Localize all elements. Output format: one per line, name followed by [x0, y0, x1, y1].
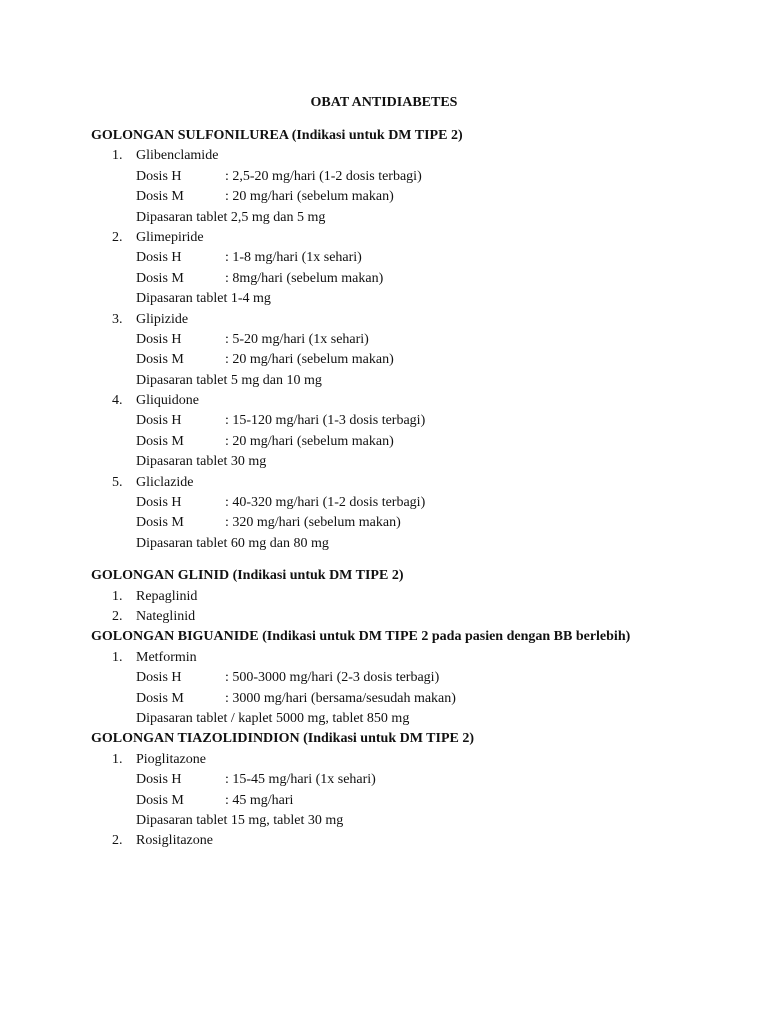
dose-h-label: Dosis H: [136, 495, 182, 511]
tablet-availability: Dipasaran tablet 60 mg dan 80 mg: [136, 535, 329, 551]
dose-m-line: [91, 432, 751, 452]
drug-item: [91, 831, 751, 851]
dose-h-line: [91, 770, 751, 790]
tablet-availability: Dipasaran tablet 30 mg: [136, 454, 267, 470]
dose-m-line: [91, 187, 751, 207]
dose-h-value: : 1-8 mg/hari (1x sehari): [225, 250, 362, 266]
drug-name: Gliquidone: [136, 393, 199, 409]
group-heading: GOLONGAN SULFONILUREA (Indikasi untuk DM TIPE 2): [91, 128, 463, 143]
document-title: OBAT ANTIDIABETES: [310, 95, 458, 110]
tablet-availability: Dipasaran tablet 5 mg dan 10 mg: [136, 372, 322, 388]
drug-name-line: [91, 310, 751, 330]
tablet-availability: Dipasaran tablet / kaplet 5000 mg, tablet 850 mg: [136, 710, 410, 726]
drug-number: 4.: [112, 393, 123, 409]
tablet-availability: Dipasaran tablet 1-4 mg: [136, 291, 271, 307]
dose-h-value: : 40-320 mg/hari (1-2 dosis terbagi): [225, 495, 426, 511]
drug-item: [91, 473, 751, 555]
group-heading: GOLONGAN TIAZOLIDINDION (Indikasi untuk DM TIPE 2): [91, 731, 475, 747]
drug-name: Metformin: [136, 649, 197, 665]
drug-name: Pioglitazone: [136, 751, 206, 767]
dose-h-line: [91, 248, 751, 268]
drug-number: 2.: [112, 833, 123, 849]
drug-item: [91, 587, 751, 607]
tablet-availability-line: [91, 371, 751, 391]
dose-h-line: [91, 493, 751, 513]
drug-number: 1.: [112, 649, 123, 665]
dose-m-line: [91, 689, 751, 709]
dose-h-line: [91, 330, 751, 350]
tablet-availability-line: [91, 534, 751, 554]
drug-name: Nateglinid: [136, 608, 196, 624]
drug-name-line: [91, 587, 751, 607]
tablet-availability-line: [91, 811, 751, 831]
drug-list: [91, 750, 751, 852]
drug-name-line: [91, 473, 751, 493]
drug-item: [91, 648, 751, 730]
dose-h-value: : 2,5-20 mg/hari (1-2 dosis terbagi): [225, 168, 422, 184]
document-body: [91, 126, 751, 852]
drug-item: [91, 310, 751, 392]
drug-number: 3.: [112, 311, 123, 327]
drug-number: 1.: [112, 751, 123, 767]
drug-list: [91, 587, 751, 628]
drug-name: Glipizide: [136, 311, 189, 327]
drug-number: 1.: [112, 588, 123, 604]
dose-m-label: Dosis M: [136, 352, 184, 368]
drug-group: [91, 566, 751, 627]
drug-name-line: [91, 146, 751, 166]
drug-number: 2.: [112, 608, 123, 624]
drug-item: [91, 146, 751, 228]
dose-h-value: : 15-45 mg/hari (1x sehari): [225, 772, 376, 788]
dose-m-line: [91, 513, 751, 533]
paragraph-spacer: [91, 554, 751, 566]
dose-m-line: [91, 269, 751, 289]
tablet-availability-line: [91, 709, 751, 729]
dose-m-value: : 20 mg/hari (sebelum makan): [225, 189, 394, 205]
drug-name-line: [91, 648, 751, 668]
dose-m-value: : 20 mg/hari (sebelum makan): [225, 352, 394, 368]
dose-h-line: [91, 668, 751, 688]
tablet-availability-line: [91, 452, 751, 472]
tablet-availability-line: [91, 289, 751, 309]
dose-m-line: [91, 791, 751, 811]
dose-h-label: Dosis H: [136, 670, 182, 686]
dose-m-value: : 320 mg/hari (sebelum makan): [225, 515, 401, 531]
dose-m-label: Dosis M: [136, 792, 184, 808]
dose-h-label: Dosis H: [136, 168, 182, 184]
tablet-availability: Dipasaran tablet 15 mg, tablet 30 mg: [136, 812, 344, 828]
dose-h-line: [91, 167, 751, 187]
dose-m-value: : 3000 mg/hari (bersama/sesudah makan): [225, 690, 456, 706]
drug-name: Repaglinid: [136, 588, 198, 604]
dose-h-label: Dosis H: [136, 250, 182, 266]
drug-item: [91, 228, 751, 310]
dose-h-label: Dosis H: [136, 413, 182, 429]
drug-list: [91, 648, 751, 730]
dose-h-value: : 5-20 mg/hari (1x sehari): [225, 331, 369, 347]
drug-number: 1.: [112, 148, 123, 164]
drug-group: [91, 729, 751, 851]
dose-m-label: Dosis M: [136, 270, 184, 286]
dose-m-value: : 20 mg/hari (sebelum makan): [225, 433, 394, 449]
dose-m-value: : 8mg/hari (sebelum makan): [225, 270, 384, 286]
dose-h-line: [91, 411, 751, 431]
drug-name-line: [91, 391, 751, 411]
drug-name-line: [91, 831, 751, 851]
drug-number: 5.: [112, 474, 123, 490]
drug-name: Glibenclamide: [136, 148, 219, 164]
drug-name-line: [91, 228, 751, 248]
drug-name-line: [91, 607, 751, 627]
drug-number: 2.: [112, 229, 123, 245]
group-heading: GOLONGAN GLINID (Indikasi untuk DM TIPE 2): [91, 568, 404, 584]
drug-list: [91, 146, 751, 554]
dose-m-value: : 45 mg/hari: [225, 792, 294, 808]
drug-name: Glimepiride: [136, 229, 204, 245]
drug-name-line: [91, 750, 751, 770]
dose-m-label: Dosis M: [136, 433, 184, 449]
drug-item: [91, 391, 751, 473]
tablet-availability-line: [91, 208, 751, 228]
dose-m-label: Dosis M: [136, 189, 184, 205]
dose-m-line: [91, 350, 751, 370]
dose-h-value: : 15-120 mg/hari (1-3 dosis terbagi): [225, 413, 426, 429]
dose-m-label: Dosis M: [136, 690, 184, 706]
drug-name: Rosiglitazone: [136, 833, 213, 849]
tablet-availability: Dipasaran tablet 2,5 mg dan 5 mg: [136, 209, 326, 225]
drug-group: [91, 627, 751, 729]
dose-h-label: Dosis H: [136, 772, 182, 788]
dose-h-label: Dosis H: [136, 331, 182, 347]
drug-item: [91, 607, 751, 627]
drug-item: [91, 750, 751, 832]
drug-name: Gliclazide: [136, 474, 194, 490]
dose-h-value: : 500-3000 mg/hari (2-3 dosis terbagi): [225, 670, 440, 686]
group-heading: GOLONGAN BIGUANIDE (Indikasi untuk DM TIPE 2 pada pasien dengan BB berlebih): [91, 629, 631, 645]
dose-m-label: Dosis M: [136, 515, 184, 531]
drug-group: [91, 126, 751, 566]
